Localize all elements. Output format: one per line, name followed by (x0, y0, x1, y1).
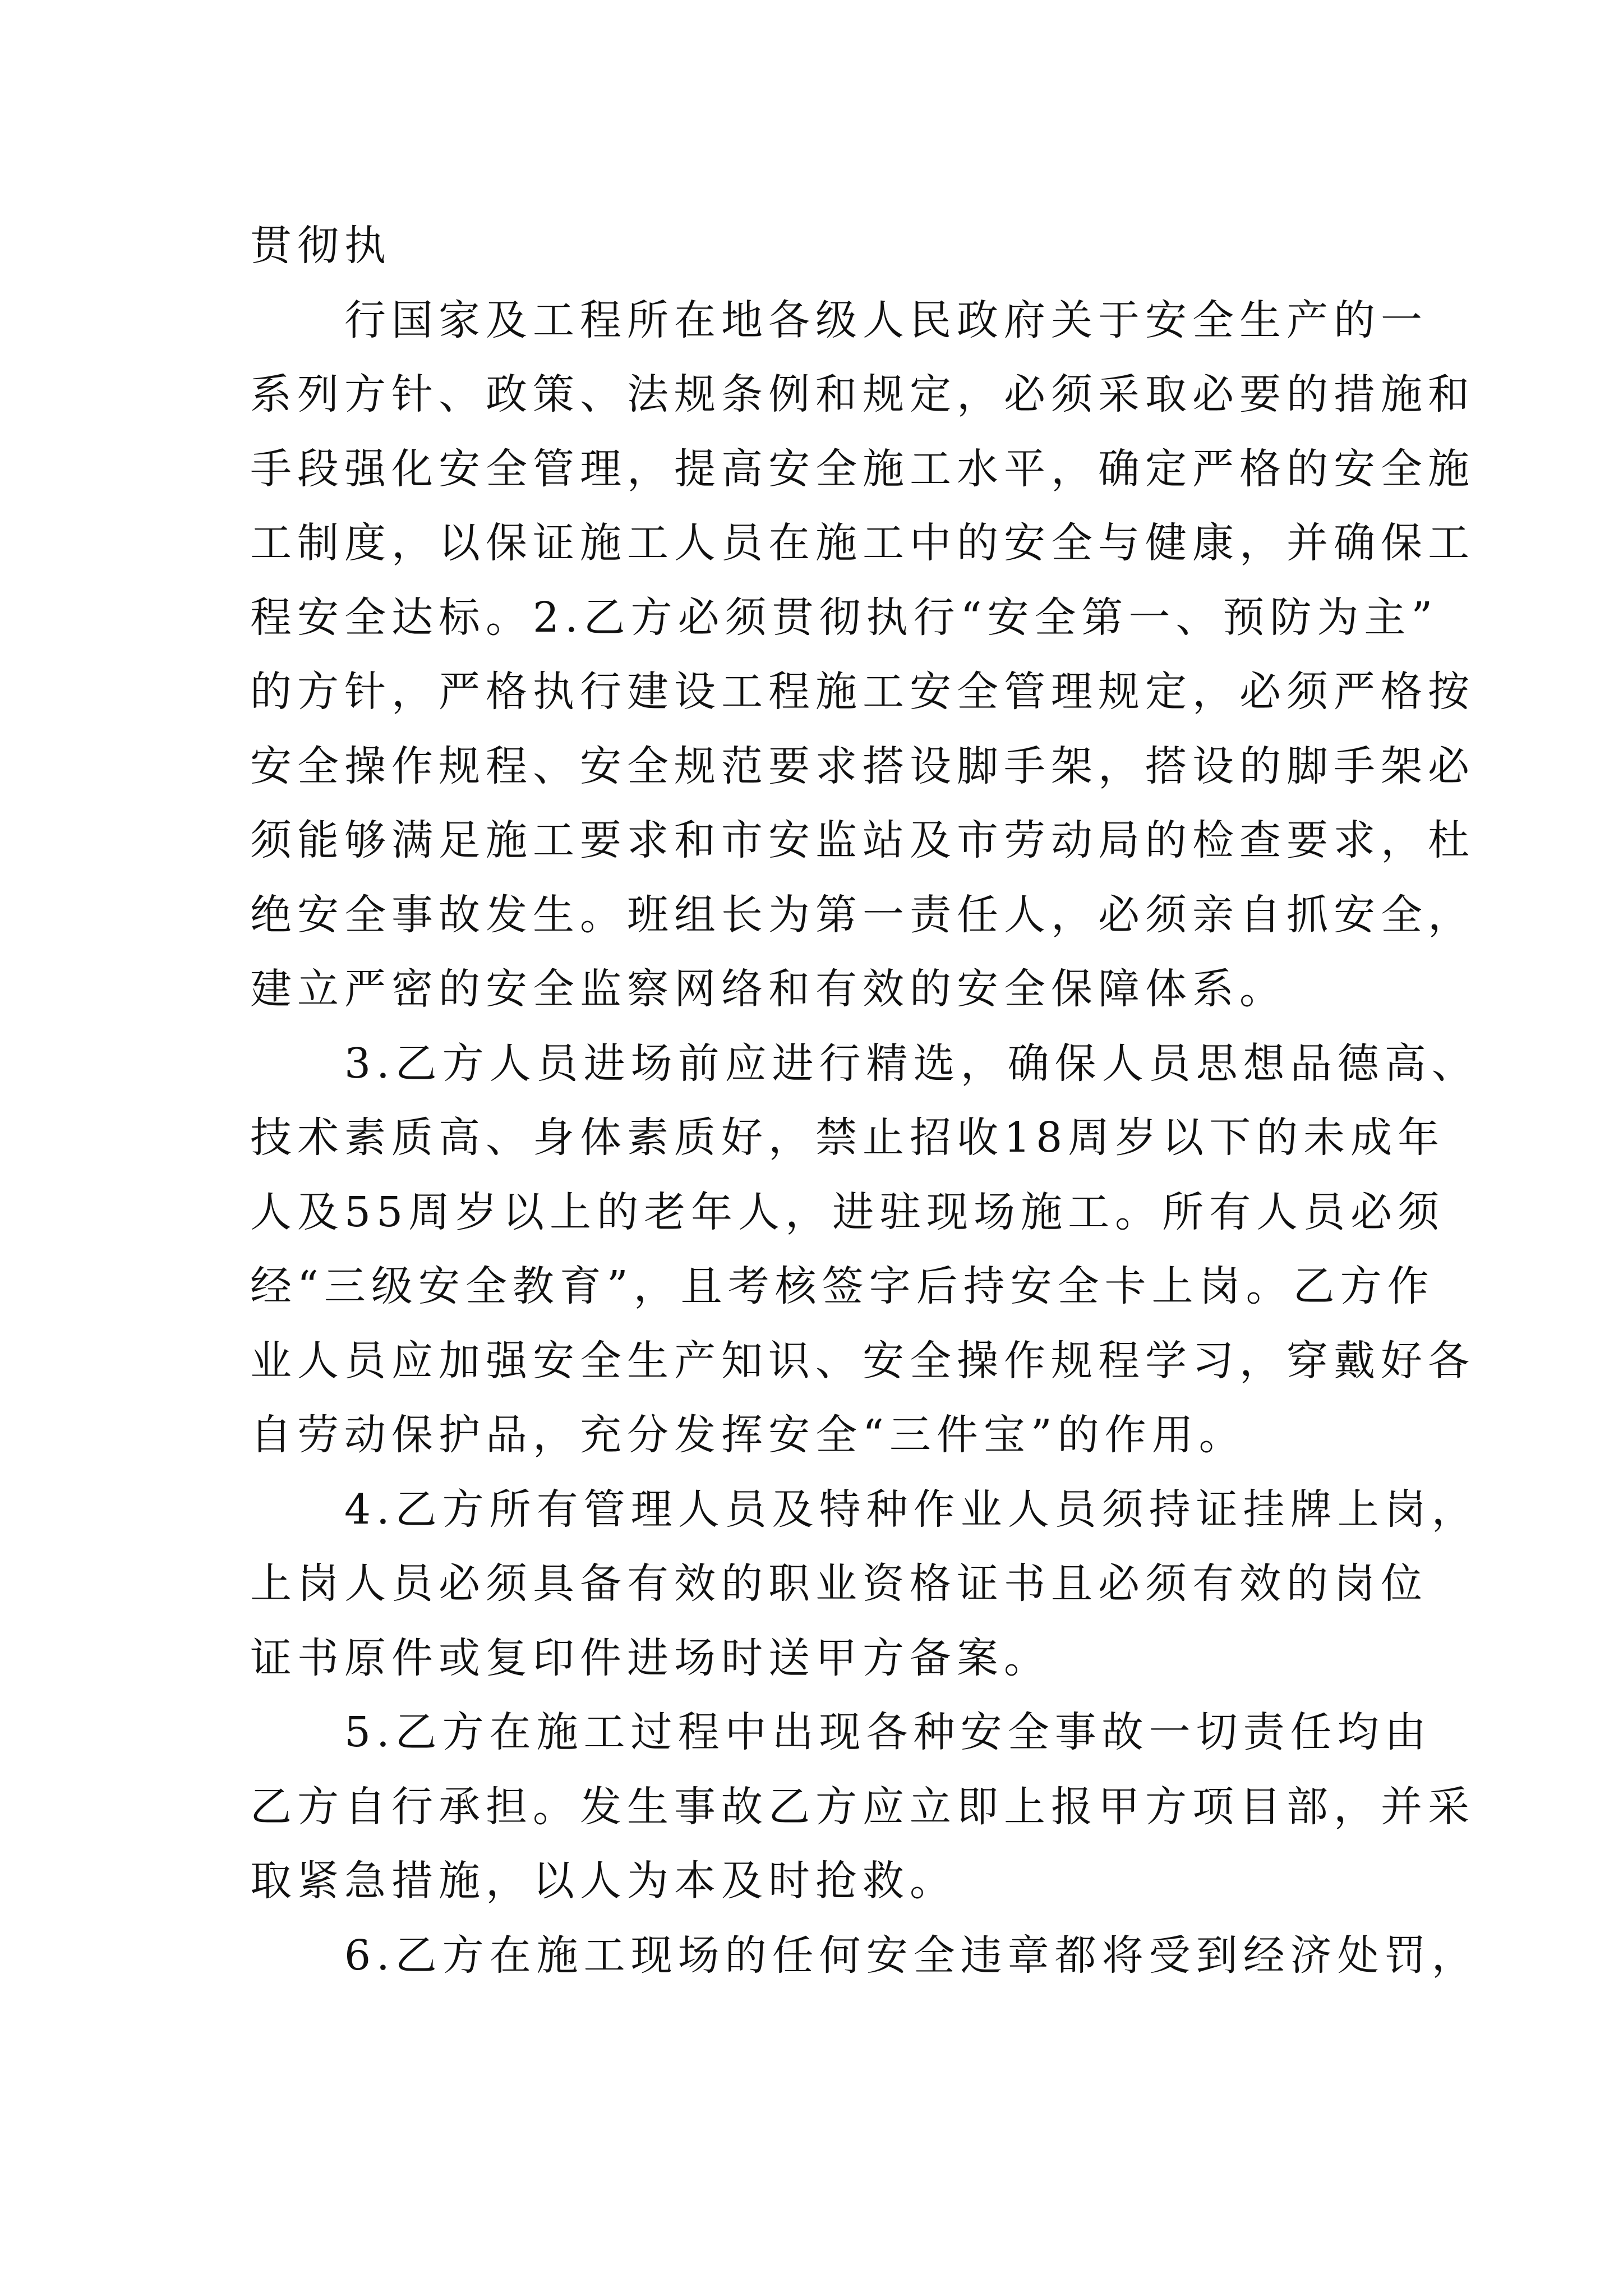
text-line: 人及55周岁以上的老年人，进驻现场施工。所有人员必须 (250, 1188, 1445, 1236)
text-line: 技术素质高、身体素质好，禁止招收18周岁以下的未成年 (250, 1114, 1445, 1162)
text-line: 建立严密的安全监察网络和有效的安全保障体系。 (250, 965, 1287, 1013)
text-line: 经“三级安全教育”，且考核签字后持安全卡上岗。乙方作 (250, 1262, 1435, 1310)
text-line: 6.乙方在施工现场的任何安全违章都将受到经济处罚， (344, 1931, 1479, 1980)
text-line: 5.乙方在施工过程中出现各种安全事故一切责任均由 (344, 1708, 1432, 1756)
text-line: 绝安全事故发生。班组长为第一责任人，必须亲自抓安全， (250, 890, 1475, 939)
text-line: 取紧急措施，以人为本及时抢救。 (250, 1857, 957, 1905)
text-line: 贯彻执 (250, 222, 391, 270)
text-line: 3.乙方人员进场前应进行精选，确保人员思想品德高、 (344, 1039, 1479, 1088)
text-line: 上岗人员必须具备有效的职业资格证书且必须有效的岗位 (250, 1559, 1428, 1608)
text-line: 证书原件或复印件进场时送甲方备案。 (250, 1634, 1051, 1682)
text-line: 工制度，以保证施工人员在施工中的安全与健康，并确保工 (250, 519, 1475, 567)
text-line: 系列方针、政策、法规条例和规定，必须采取必要的措施和 (250, 370, 1475, 418)
text-line: 自劳动保护品，充分发挥安全“三件宝”的作用。 (250, 1411, 1246, 1459)
text-line: 程安全达标。2.乙方必须贯彻执行“安全第一、预防为主” (250, 593, 1438, 642)
text-line: 的方针，严格执行建设工程施工安全管理规定，必须严格按 (250, 668, 1475, 716)
text-line: 4.乙方所有管理人员及特种作业人员须持证挂牌上岗， (344, 1485, 1479, 1534)
text-line: 须能够满足施工要求和市安监站及市劳动局的检查要求，杜 (250, 816, 1475, 864)
text-line: 业人员应加强安全生产知识、安全操作规程学习，穿戴好各 (250, 1336, 1475, 1385)
document-body (250, 209, 1479, 1993)
text-line: 安全操作规程、安全规范要求搭设脚手架，搭设的脚手架必 (250, 742, 1475, 790)
text-line: 手段强化安全管理，提高安全施工水平，确定严格的安全施 (250, 444, 1475, 493)
text-line: 乙方自行承担。发生事故乙方应立即上报甲方项目部，并采 (250, 1782, 1475, 1831)
text-line: 行国家及工程所在地各级人民政府关于安全生产的一 (344, 296, 1428, 344)
